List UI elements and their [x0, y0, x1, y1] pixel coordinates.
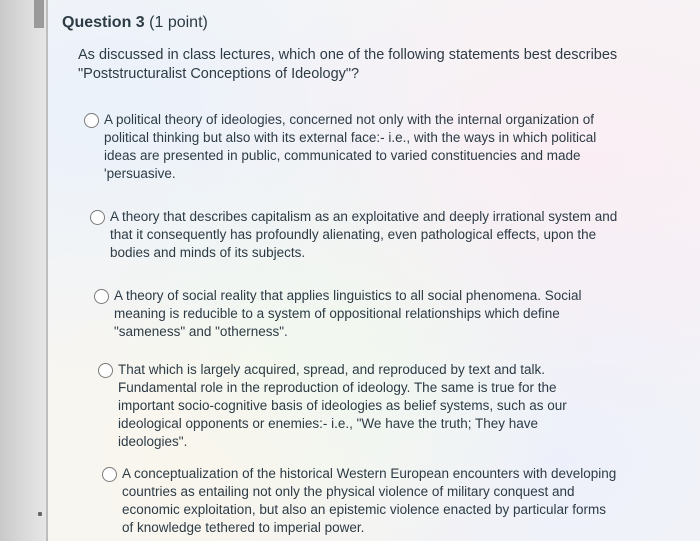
radio-button-5[interactable] — [102, 467, 117, 482]
radio-button-1[interactable] — [84, 113, 99, 128]
answer-option-1-text: A political theory of ideologies, concerned not only with the internal organization of political thinking but also with its external face:- i.e., with the ways in which political ideas are presented in public, communicated to varied constituencies and made 'persuasive. — [104, 112, 597, 181]
answer-option-5[interactable] — [102, 465, 618, 537]
question-points: (1 point) — [149, 14, 208, 31]
radio-button-3[interactable] — [94, 289, 109, 304]
answer-option-3[interactable] — [94, 287, 614, 341]
answer-option-3-text: A theory of social reality that applies linguistics to all social phenomena. Social meaning is reducible to a system of oppositional relationships which define "sameness" and "otherness". — [114, 288, 582, 339]
answer-option-2[interactable] — [90, 208, 638, 262]
answer-option-1[interactable] — [84, 111, 624, 183]
radio-button-2[interactable] — [90, 210, 105, 225]
answer-option-4[interactable] — [98, 361, 598, 451]
question-title: Question 3 — [62, 14, 145, 31]
question-prompt: As discussed in class lectures, which one of the following statements best describes "Poststructuralist Conceptions of Ideology"? — [78, 47, 618, 82]
answer-option-5-text: A conceptualization of the historical Western European encounters with developing countries as entailing not only the physical violence of military conquest and economic exploitation, but also an epistemic violence enacted by particular forms of knowledge tethered to imperial power. — [122, 466, 617, 535]
rail-marker — [38, 512, 42, 516]
answer-option-4-text: That which is largely acquired, spread, and reproduced by text and talk. Fundamental role in the reproduction of ideology. The same is true for the important socio-cognitive basis of ideologies as belief systems, such as our ideological opponents or enemies:- i.e., "We have the truth; They have ideologies". — [118, 362, 567, 449]
question-card — [46, 0, 700, 541]
rail-top-block — [34, 0, 44, 28]
left-sidebar-rail — [0, 0, 46, 541]
question-header — [62, 14, 208, 32]
radio-button-4[interactable] — [98, 363, 113, 378]
answer-option-2-text: A theory that describes capitalism as an exploitative and deeply irrational system and that it consequently has profoundly alienating, even pathological effects, upon the bodies and minds of its subjects. — [110, 209, 618, 260]
